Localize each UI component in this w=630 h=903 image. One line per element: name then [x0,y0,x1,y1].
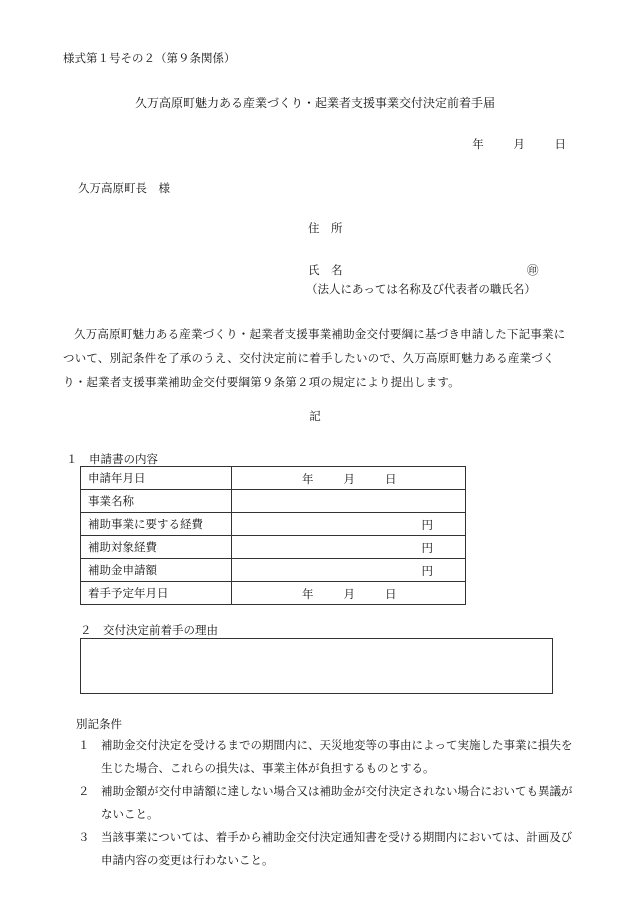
table-row [81,513,466,536]
table-row [81,559,466,582]
row-label: 補助対象経費 [81,536,232,559]
form-number: 様式第１号その２（第９条関係） [63,51,236,65]
section1-title: １ 申請書の内容 [66,452,158,466]
condition-number: ３ [78,830,90,844]
ki-heading: 記 [309,409,321,423]
project-name-field[interactable] [232,490,466,513]
day-char: 日 [385,587,397,601]
condition-text: 補助金交付決定を受けるまでの期間内に、天災地変等の事由によって実施した事業に損失を生じた場合、これらの損失は、事業主体が負担するものとする。 [101,738,573,775]
condition-text: 当該事業については、着手から補助金交付決定通知書を受ける期間内においては、計画及び申請内容の変更は行わないこと。 [101,830,573,867]
seal-mark: ㊞ [527,263,539,277]
addressee: 久万高原町長 様 [78,181,170,195]
condition-text: 補助金額が交付申請額に達しない場合又は補助金が交付決定されない場合においても異議がないこと。 [101,784,573,821]
date-month: 月 [513,137,525,151]
section2-title: ２ 交付決定前着手の理由 [80,623,218,637]
conditions-title: 別記条件 [76,717,122,731]
subsidy-amount-field[interactable] [232,559,466,582]
page-title: 久万高原町魅力ある産業づくり・起業者支援事業交付決定前着手届 [134,96,495,110]
project-cost-field[interactable] [232,513,466,536]
row-label: 着手予定年月日 [81,582,232,605]
eligible-cost-field[interactable] [232,536,466,559]
date-line [472,136,566,152]
condition-item [78,734,573,780]
yen-unit: 円 [421,518,433,532]
name-note: （法人にあっては名称及び代表者の職氏名） [306,282,536,296]
condition-number: ２ [78,784,90,798]
table-row [81,582,466,605]
table-row [81,536,466,559]
day-char: 日 [385,472,397,486]
date-day: 日 [554,137,566,151]
row-label: 補助金申請額 [81,559,232,582]
date-year: 年 [472,137,484,151]
condition-number: １ [78,738,90,752]
month-char: 月 [343,472,355,486]
year-char: 年 [302,472,314,486]
application-table [80,466,466,605]
reason-textbox[interactable] [80,638,553,694]
yen-unit: 円 [421,541,433,555]
table-row [81,490,466,513]
application-date-field[interactable] [232,467,466,490]
address-label: 住 所 [308,221,343,235]
yen-unit: 円 [421,564,433,578]
condition-item [78,780,573,826]
start-date-field[interactable] [232,582,466,605]
name-label: 氏 名 [308,263,343,277]
month-char: 月 [343,587,355,601]
table-row [81,467,466,490]
body-paragraph: 久万高原町魅力ある産業づくり・起業者支援事業補助金交付要綱に基づき申請した下記事業について、別記条件を了承のうえ、交付決定前に着手したいので、久万高原町魅力ある産業づくり・起業者支援事業補助金交付要綱第９条第２項の規定により提出します。 [63,327,566,389]
row-label: 補助事業に要する経費 [81,513,232,536]
row-label: 事業名称 [81,490,232,513]
condition-item [78,826,573,872]
row-label: 申請年月日 [81,467,232,490]
year-char: 年 [302,587,314,601]
